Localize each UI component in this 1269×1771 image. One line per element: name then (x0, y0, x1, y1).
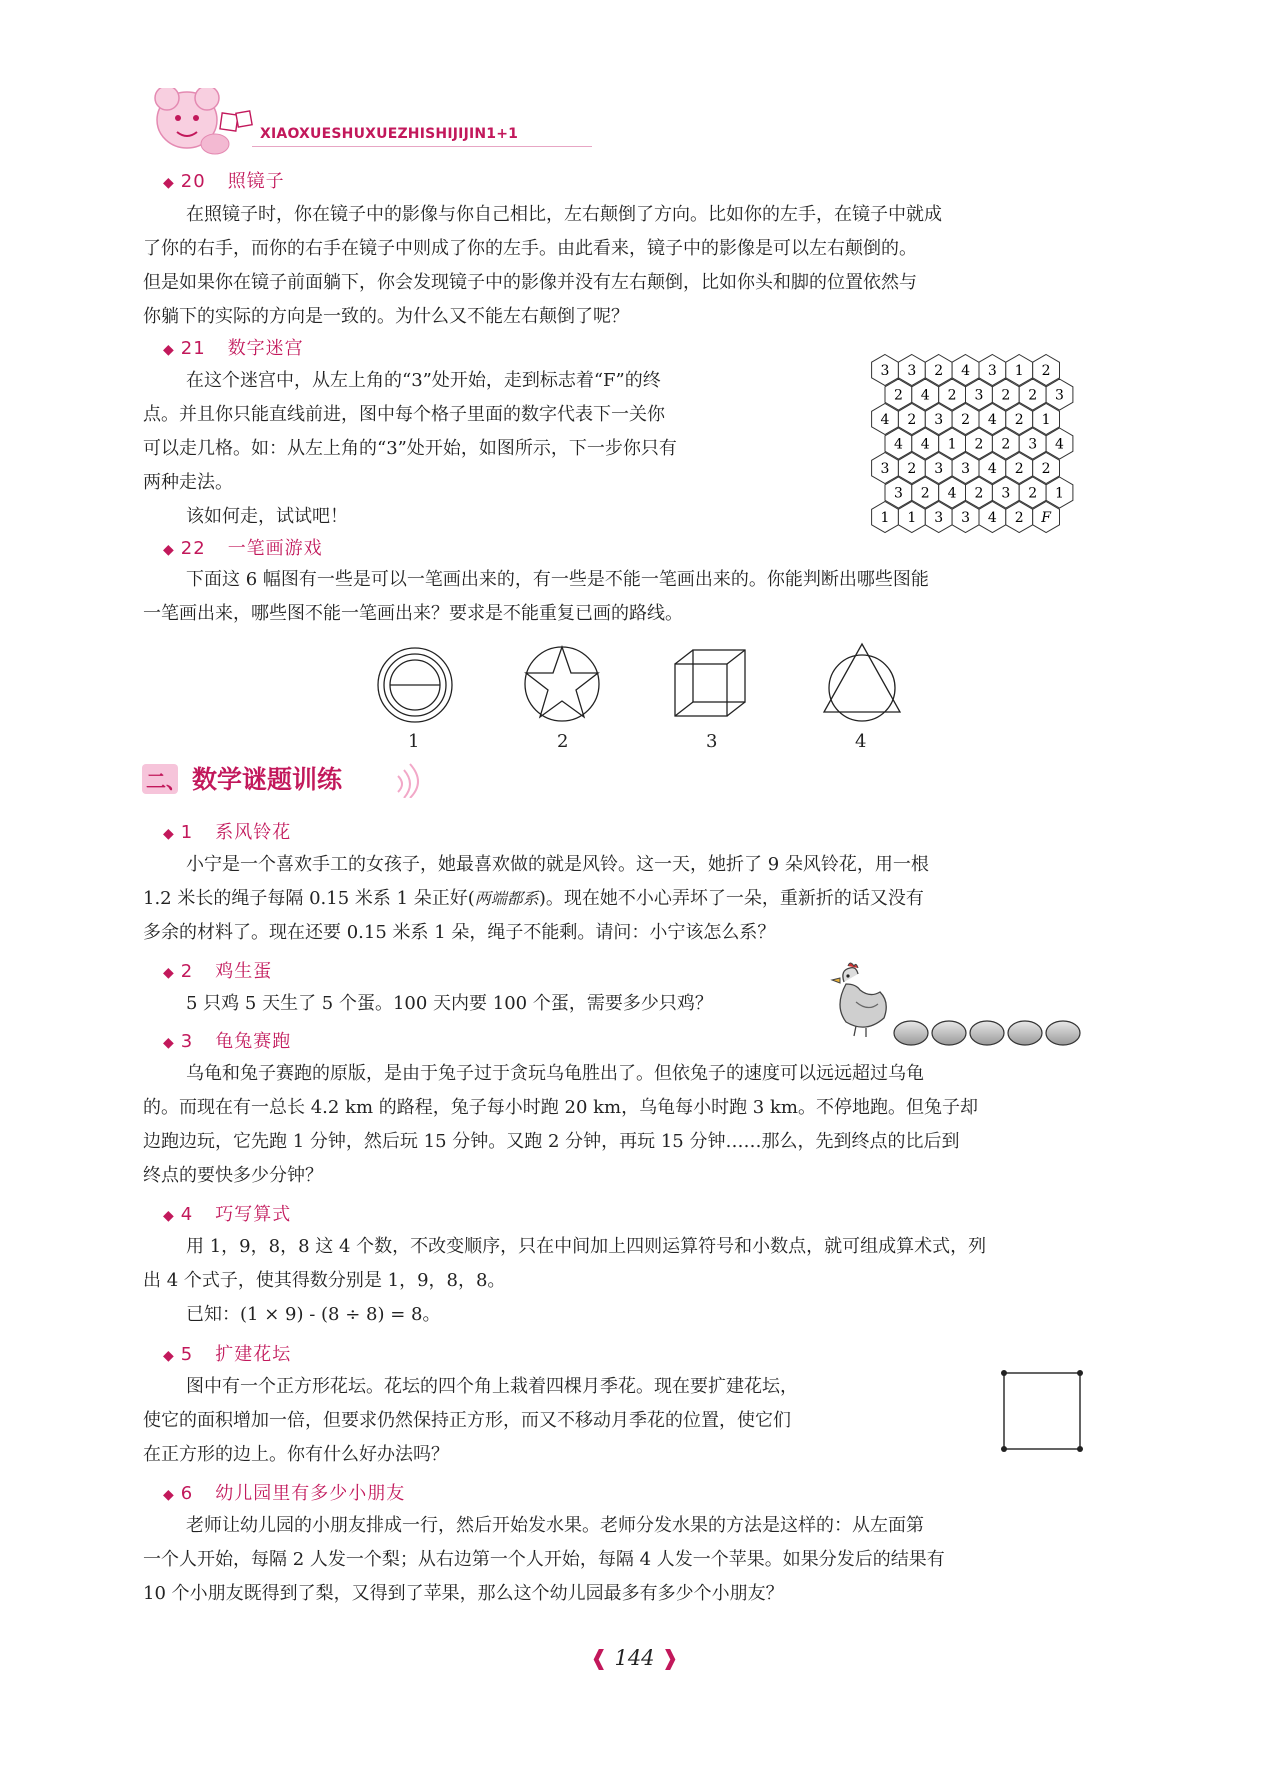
section-22-title: 一笔画游戏 (227, 538, 323, 559)
maze-cell-value: 3 (987, 363, 997, 379)
maze-cell-value: 2 (907, 412, 917, 428)
puzzle-1-title: 系风铃花 (215, 822, 292, 843)
maze-cell-value: 2 (1014, 461, 1024, 477)
maze-cell-value: 4 (880, 412, 890, 428)
section-21-line-1: 在这个迷宫中，从左上角的“3”处开始，走到标志着“F”的终 (186, 370, 661, 391)
maze-cell-value: 3 (1028, 436, 1038, 453)
maze-cell-value: 1 (907, 510, 917, 526)
figure-2-star-in-circle (520, 640, 604, 724)
section-21-prompt: 该如何走，试试吧！ (186, 506, 348, 527)
figure-1-concentric-circles (375, 645, 455, 725)
number-maze (865, 350, 1085, 540)
figure-label-3: 3 (706, 731, 718, 752)
puzzle-5-line-3: 在正方形的边上。你有什么好办法吗？ (143, 1444, 449, 1465)
maze-cell-value: 4 (920, 436, 930, 453)
maze-cell-value: 2 (947, 387, 957, 404)
maze-cell-value: 4 (947, 485, 957, 502)
diamond-bullet-icon: ◆ (163, 342, 175, 358)
diamond-bullet-icon: ◆ (163, 1035, 175, 1051)
hen-icon (826, 962, 892, 1038)
puzzle-1-line-2: 1.2 米长的绳子每隔 0.15 米系 1 朵正好(两端都系)。现在她不小心弄坏了一朵，重新折的话又没有 (143, 888, 924, 909)
puzzle-4-example: 已知：(1 × 9) - (8 ÷ 8) = 8。 (186, 1304, 441, 1325)
puzzle-3-line-2: 的。而现在有一总长 4.2 km 的路程，兔子每小时跑 20 km，乌龟每小时跑 3 km。不停地跑。但兔子却 (143, 1097, 978, 1118)
puzzle-6-line-3: 10 个小朋友既得到了梨，又得到了苹果，那么这个幼儿园最多有多少个小朋友？ (143, 1583, 784, 1604)
puzzle-4-line-2: 出 4 个式子，使其得数分别是 1，9，8，8。 (143, 1270, 506, 1291)
puzzle-5-heading: ◆ 5 扩建花坛 (163, 1344, 292, 1365)
maze-cell-value: 4 (987, 510, 997, 526)
section-20-title: 照镜子 (227, 171, 285, 192)
section-22-line-1: 下面这 6 幅图有一些是可以一笔画出来的，有一些是不能一笔画出来的。你能判断出哪些图能 (186, 569, 929, 590)
diamond-bullet-icon: ◆ (163, 965, 175, 981)
figure-3-cube (673, 648, 749, 720)
square-flowerbed-figure (1000, 1369, 1084, 1453)
maze-cell-value: 3 (974, 387, 984, 404)
maze-cell-value: 2 (1001, 387, 1011, 404)
puzzle-3-line-1: 乌龟和兔子赛跑的原版，是由于兔子过于贪玩乌龟胜出了。但依兔子的速度可以远远超过乌龟 (186, 1063, 924, 1084)
figure-4-triangle-circle (820, 640, 904, 724)
maze-cell-value: 2 (920, 485, 930, 502)
diamond-bullet-icon: ◆ (163, 542, 175, 558)
maze-cell-value: 2 (1014, 510, 1024, 526)
maze-cell-value: 3 (880, 461, 890, 477)
puzzle-4-heading: ◆ 4 巧写算式 (163, 1204, 292, 1225)
maze-cell-value: 4 (987, 412, 997, 428)
series-code: XIAOXUESHUXUEZHISHIJIJIN1+1 (260, 126, 519, 142)
maze-cell-value: 2 (1028, 485, 1038, 502)
diamond-bullet-icon: ◆ (163, 1348, 175, 1364)
puzzle-6-heading: ◆ 6 幼儿园里有多少小朋友 (163, 1483, 406, 1504)
mouse-mascot-icon (155, 88, 229, 154)
maze-cell-value: 3 (934, 510, 944, 526)
section-22-line-2: 一笔画出来，哪些图不能一笔画出来？要求是不能重复已画的路线。 (143, 603, 683, 624)
maze-cell-value: F (1041, 510, 1051, 526)
section-21-line-3: 可以走几格。如：从左上角的“3”处开始，如图所示，下一步你只有 (143, 438, 677, 459)
puzzle-5-title: 扩建花坛 (215, 1344, 292, 1365)
letter-blocks-icon (220, 111, 252, 131)
header-mascot-logo (145, 88, 585, 158)
eggs-row (893, 1018, 1083, 1048)
section-22-heading: ◆ 22 一笔画游戏 (163, 538, 323, 559)
page-number: ❰ 144 ❱ (590, 1646, 679, 1670)
wifi-waves-icon (398, 764, 418, 798)
puzzle-4-line-1: 用 1，9，8，8 这 4 个数，不改变顺序，只在中间加上四则运算符号和小数点，就可组成算术式，列 (186, 1236, 987, 1257)
egg-icon (932, 1021, 966, 1045)
maze-cell-value: 3 (961, 461, 971, 477)
maze-cell-value: 4 (920, 387, 930, 404)
section-21-line-4: 两种走法。 (143, 472, 233, 493)
maze-cell-value: 4 (893, 436, 903, 453)
figure-label-2: 2 (557, 731, 569, 752)
maze-cell-value: 1 (1041, 412, 1051, 428)
puzzle-5-line-1: 图中有一个正方形花坛。花坛的四个角上栽着四棵月季花。现在要扩建花坛， (186, 1376, 798, 1397)
figure-label-1: 1 (408, 731, 420, 752)
maze-cell-value: 1 (947, 436, 957, 453)
puzzle-6-line-2: 一个人开始，每隔 2 人发一个梨；从右边第一个人开始，每隔 4 人发一个苹果。如果分发后的结果有 (143, 1549, 945, 1570)
puzzle-4-title: 巧写算式 (215, 1204, 292, 1225)
section-20-line-2: 了你的右手，而你的右手在镜子中则成了你的左手。由此看来，镜子中的影像是可以左右颠倒的。 (143, 238, 917, 259)
puzzle-1-line-3: 多余的材料了。现在还要 0.15 米系 1 朵，绳子不能剩。请问：小宁该怎么系？ (143, 922, 776, 943)
maze-cell-value: 1 (880, 510, 890, 526)
puzzle-3-title: 龟兔赛跑 (215, 1031, 292, 1052)
diamond-bullet-icon: ◆ (163, 1208, 175, 1224)
maze-cell-value: 2 (961, 412, 971, 428)
section-21-line-2: 点。并且你只能直线前进，图中每个格子里面的数字代表下一关你 (143, 404, 665, 425)
maze-cell-value: 3 (934, 461, 944, 477)
egg-icon (894, 1021, 928, 1045)
section-20-line-1: 在照镜子时，你在镜子中的影像与你自己相比，左右颠倒了方向。比如你的左手，在镜子中就成 (186, 204, 942, 225)
section-20-line-3: 但是如果你在镜子前面躺下，你会发现镜子中的影像并没有左右颠倒，比如你头和脚的位置依然与 (143, 272, 917, 293)
puzzle-2-title: 鸡生蛋 (215, 961, 273, 982)
puzzle-1-heading: ◆ 1 系风铃花 (163, 822, 292, 843)
egg-icon (970, 1021, 1004, 1045)
puzzle-3-line-3: 边跑边玩，它先跑 1 分钟，然后玩 15 分钟。又跑 2 分钟，再玩 15 分钟……那么，先到终点的比后到 (143, 1131, 960, 1152)
maze-cell-value: 1 (1055, 485, 1064, 502)
maze-cell-value: 3 (907, 363, 917, 379)
puzzle-6-title: 幼儿园里有多少小朋友 (215, 1483, 406, 1504)
section-20-heading: ◆ 20 照镜子 (163, 171, 285, 192)
maze-cell-value: 3 (934, 412, 944, 428)
maze-cell-value: 2 (1041, 461, 1051, 477)
maze-cell-value: 2 (1028, 387, 1038, 404)
maze-cell-value: 2 (974, 436, 984, 453)
maze-cell-value: 2 (974, 485, 984, 502)
maze-cell-value: 2 (1001, 436, 1011, 453)
maze-cell-value: 2 (1041, 363, 1051, 379)
puzzle-2-line-1: 5 只鸡 5 天生了 5 个蛋。100 天内要 100 个蛋，需要多少只鸡？ (186, 993, 713, 1014)
maze-cell-value: 3 (1001, 485, 1011, 502)
maze-cell-value: 3 (893, 485, 903, 502)
maze-cell-value: 3 (1055, 387, 1064, 404)
maze-cell-value: 4 (1055, 436, 1064, 453)
egg-icon (1008, 1021, 1042, 1045)
diamond-bullet-icon: ◆ (163, 826, 175, 842)
maze-cell-value: 4 (987, 461, 997, 477)
figure-label-4: 4 (855, 731, 867, 752)
puzzle-5-line-2: 使它的面积增加一倍，但要求仍然保持正方形，而又不移动月季花的位置，使它们 (143, 1410, 791, 1431)
section-21-heading: ◆ 21 数字迷宫 (163, 338, 304, 359)
maze-cell-value: 3 (880, 363, 890, 379)
maze-cell-value: 4 (961, 363, 971, 379)
diamond-bullet-icon: ◆ (163, 1487, 175, 1503)
puzzle-3-line-4: 终点的要快多少分钟？ (143, 1165, 323, 1186)
section-20-line-4: 你躺下的实际的方向是一致的。为什么又不能左右颠倒了呢？ (143, 306, 629, 327)
puzzle-1-line-1: 小宁是一个喜欢手工的女孩子，她最喜欢做的就是风铃。这一天，她折了 9 朵风铃花，用一根 (186, 854, 929, 875)
diamond-bullet-icon: ◆ (163, 175, 175, 191)
egg-icon (1046, 1021, 1080, 1045)
banner-mark: 二、 (146, 769, 186, 793)
maze-cell-value: 3 (961, 510, 971, 526)
puzzle-2-heading: ◆ 2 鸡生蛋 (163, 961, 273, 982)
maze-cell-value: 2 (934, 363, 944, 379)
puzzle-3-heading: ◆ 3 龟兔赛跑 (163, 1031, 292, 1052)
section-21-title: 数字迷宫 (227, 338, 304, 359)
maze-cell-value: 2 (893, 387, 903, 404)
maze-cell-value: 2 (1014, 412, 1024, 428)
banner-title: 数学谜题训练 (192, 765, 343, 794)
puzzle-6-line-1: 老师让幼儿园的小朋友排成一行，然后开始发水果。老师分发水果的方法是这样的：从左面第 (186, 1515, 924, 1536)
maze-cell-value: 2 (907, 461, 917, 477)
maze-cell-value: 1 (1014, 363, 1024, 379)
header-rule (252, 146, 592, 147)
